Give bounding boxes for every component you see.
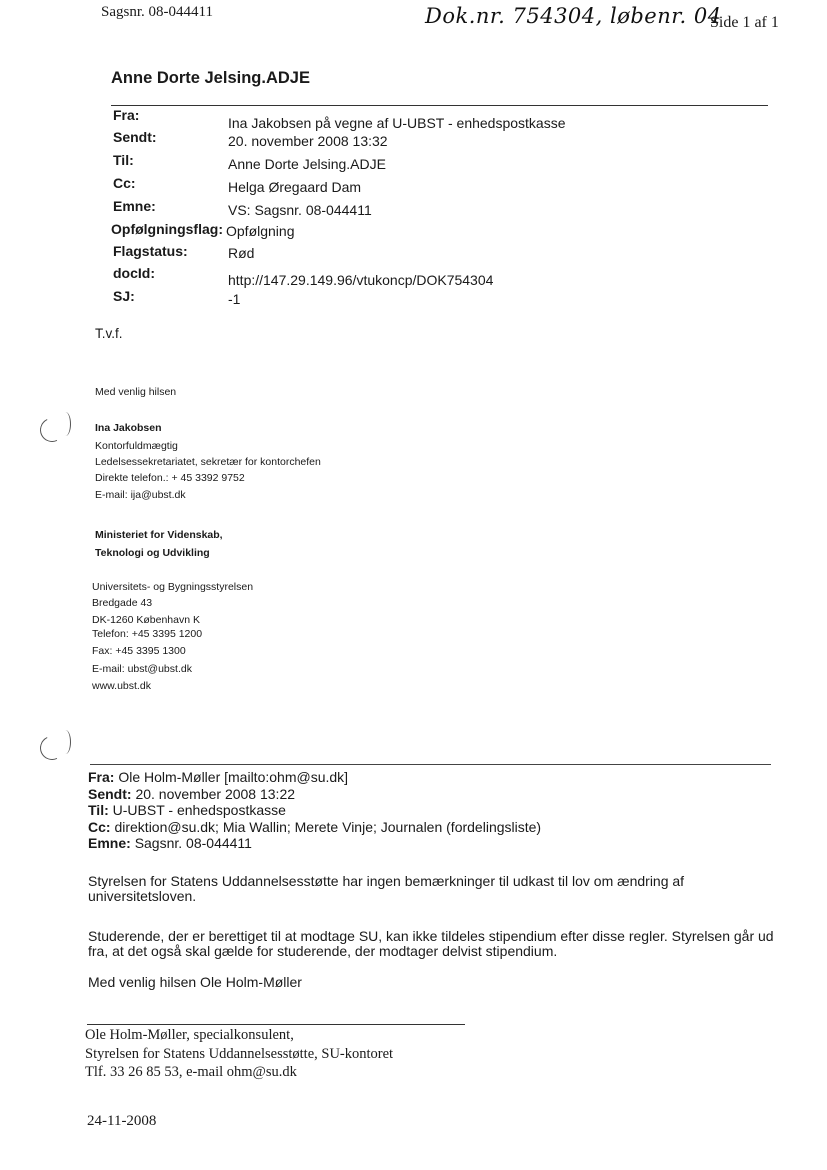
signature-email: E-mail: ija@ubst.dk bbox=[95, 489, 186, 501]
from-value: Ina Jakobsen på vegne af U-UBST - enhedspostkasse bbox=[228, 115, 566, 131]
docid-value: http://147.29.149.96/vtukoncp/DOK754304 bbox=[228, 272, 494, 288]
handwritten-document-number: Dok.nr. 754304, løbenr. 04 bbox=[425, 4, 722, 28]
agency-email: E-mail: ubst@ubst.dk bbox=[92, 663, 192, 675]
signature-name: Ina Jakobsen bbox=[95, 422, 162, 434]
fw-sent-value: 20. november 2008 13:22 bbox=[135, 786, 296, 802]
fw-subject bbox=[88, 835, 252, 851]
fw-from-label: Fra: bbox=[88, 769, 115, 785]
agency-name: Universitets- og Bygningsstyrelsen bbox=[92, 581, 254, 593]
fw-from bbox=[88, 769, 348, 785]
forwarded-divider bbox=[90, 764, 771, 765]
fw-subject-value: Sagsnr. 08-044411 bbox=[134, 835, 252, 851]
cc-label: Cc: bbox=[113, 175, 136, 191]
sj-label: SJ: bbox=[113, 288, 135, 304]
binder-hole-mark bbox=[38, 728, 78, 764]
docid-label: docId: bbox=[113, 265, 155, 281]
followup-flag-label: Opfølgningsflag: bbox=[111, 221, 223, 237]
fw-to-value: U-UBST - enhedspostkasse bbox=[112, 802, 286, 818]
to-label: Til: bbox=[113, 152, 134, 168]
sent-value: 20. november 2008 13:32 bbox=[228, 133, 388, 149]
fw-cc-value: direktion@su.dk; Mia Wallin; Merete Vinje; Journalen (fordelingsliste) bbox=[114, 819, 542, 835]
fw-sent-label: Sendt: bbox=[88, 786, 132, 802]
from-label: Fra: bbox=[113, 107, 140, 123]
fw-subject-label: Emne: bbox=[88, 835, 131, 851]
header-divider bbox=[111, 105, 768, 106]
body-intro: T.v.f. bbox=[95, 326, 123, 341]
fw-cc-label: Cc: bbox=[88, 819, 111, 835]
fw-to bbox=[88, 802, 286, 818]
paragraph-1-line-1: Styrelsen for Statens Uddannelsesstøtte har ingen bemærkninger til udkast til lov om ændring af bbox=[88, 873, 685, 889]
recipient-name: Anne Dorte Jelsing.ADJE bbox=[111, 69, 310, 87]
fw-signature-line-2: Styrelsen for Statens Uddannelsesstøtte, SU-kontoret bbox=[85, 1046, 394, 1062]
fw-sent bbox=[88, 786, 295, 802]
paragraph-2-line-2: fra, at det også skal gælde for studerende, der modtager delvist stipendium. bbox=[88, 943, 558, 959]
fw-to-label: Til: bbox=[88, 802, 109, 818]
sj-value: -1 bbox=[228, 291, 241, 307]
signature-divider bbox=[87, 1024, 465, 1025]
agency-phone: Telefon: +45 3395 1200 bbox=[92, 628, 203, 640]
subject-value: VS: Sagsnr. 08-044411 bbox=[228, 202, 372, 218]
ministry-line-2: Teknologi og Udvikling bbox=[95, 547, 210, 559]
fw-from-value: Ole Holm-Møller [mailto:ohm@su.dk] bbox=[118, 769, 349, 785]
case-number-header: Sagsnr. 08-044411 bbox=[101, 4, 213, 20]
agency-website: www.ubst.dk bbox=[92, 680, 151, 692]
signature-phone: Direkte telefon.: + 45 3392 9752 bbox=[95, 472, 245, 484]
agency-street: Bredgade 43 bbox=[92, 597, 153, 609]
cc-value: Helga Øregaard Dam bbox=[228, 179, 362, 195]
paragraph-2-line-1: Studerende, der er berettiget til at modtage SU, kan ikke tildeles stipendium efter disse regler. Styrelsen går ud bbox=[88, 928, 774, 944]
agency-city: DK-1260 København K bbox=[92, 614, 200, 626]
signature-title: Kontorfuldmægtig bbox=[95, 440, 178, 452]
flag-status-label: Flagstatus: bbox=[113, 243, 188, 259]
followup-flag-value: Opfølgning bbox=[226, 223, 295, 239]
paragraph-1-line-2: universitetsloven. bbox=[88, 888, 197, 904]
signature-greeting: Med venlig hilsen bbox=[95, 386, 177, 398]
signature-department: Ledelsessekretariatet, sekretær for kontorchefen bbox=[95, 456, 321, 468]
flag-status-value: Rød bbox=[228, 245, 255, 261]
binder-hole-mark bbox=[38, 410, 78, 446]
fw-signature-line-1: Ole Holm-Møller, specialkonsulent, bbox=[85, 1027, 294, 1043]
fw-signature-line-3: Tlf. 33 26 85 53, e-mail ohm@su.dk bbox=[85, 1064, 297, 1080]
footer-date: 24-11-2008 bbox=[87, 1113, 157, 1129]
sent-label: Sendt: bbox=[113, 129, 157, 145]
subject-label: Emne: bbox=[113, 198, 156, 214]
ministry-line-1: Ministeriet for Videnskab, bbox=[95, 529, 223, 541]
to-value: Anne Dorte Jelsing.ADJE bbox=[228, 156, 386, 172]
agency-fax: Fax: +45 3395 1300 bbox=[92, 645, 186, 657]
closing-line: Med venlig hilsen Ole Holm-Møller bbox=[88, 974, 302, 990]
fw-cc bbox=[88, 819, 541, 835]
page-number: Side 1 af 1 bbox=[710, 14, 779, 31]
